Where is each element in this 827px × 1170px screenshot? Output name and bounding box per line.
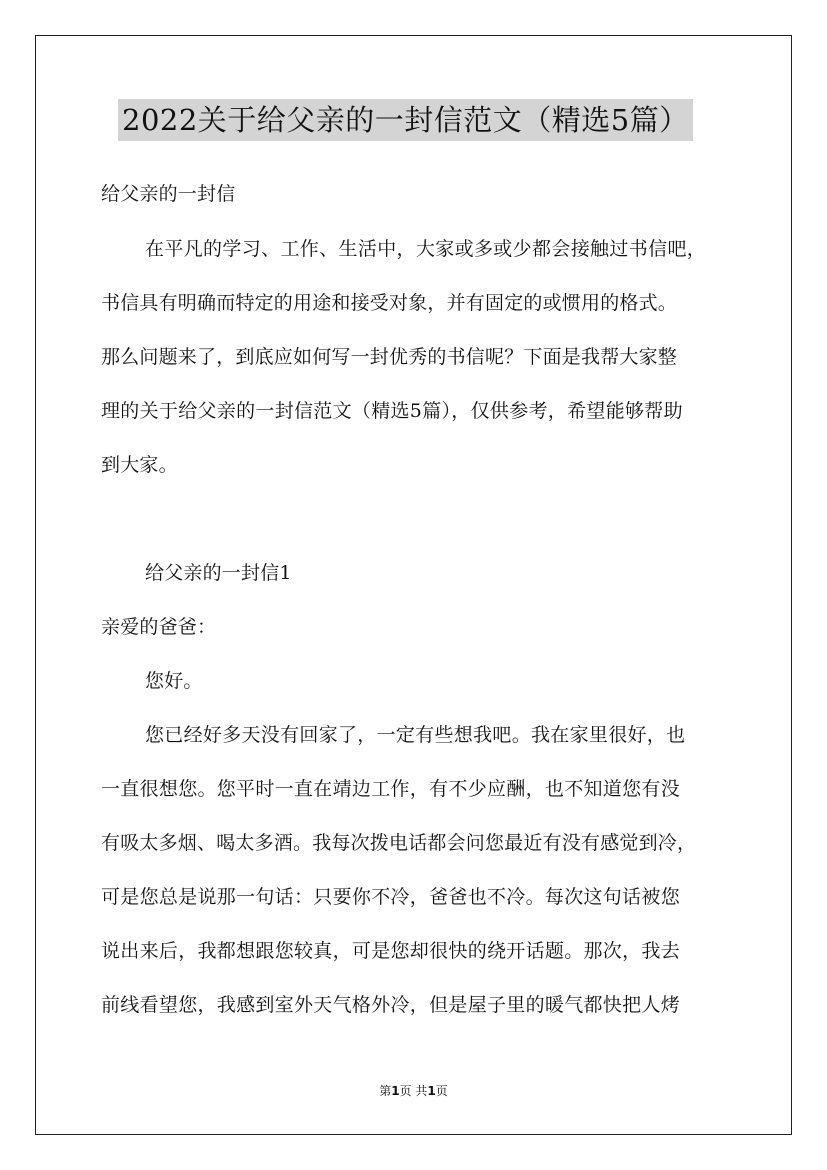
footer-total-pages: 1 bbox=[427, 1084, 436, 1098]
body-line: 有吸太多烟、喝太多酒。我每次拨电话都会问您最近有没有感觉到冷， bbox=[101, 832, 697, 854]
footer-prefix: 第 bbox=[379, 1084, 392, 1098]
intro-line: 在平凡的学习、工作、生活中，大家或多或少都会接触过书信吧， bbox=[145, 238, 707, 260]
document-title: 2022关于给父亲的一封信范文（精选5篇） bbox=[118, 99, 693, 141]
intro-line: 那么问题来了，到底应如何写一封优秀的书信呢？下面是我帮大家整 bbox=[101, 346, 678, 368]
body-line: 说出来后，我都想跟您较真，可是您却很快的绕开话题。那次，我去 bbox=[101, 940, 681, 962]
footer-suffix: 页 bbox=[435, 1084, 448, 1098]
intro-line: 到大家。 bbox=[101, 454, 178, 476]
intro-line: 理的关于给父亲的一封信范文（精选5篇），仅供参考，希望能够帮助 bbox=[101, 400, 683, 422]
body-line: 可是您总是说那一句话：只要你不冷，爸爸也不冷。每次这句话被您 bbox=[101, 886, 681, 908]
footer-middle: 页 共 bbox=[399, 1084, 428, 1098]
letter-salutation: 亲爱的爸爸： bbox=[101, 616, 217, 638]
document-subtitle: 给父亲的一封信 bbox=[101, 183, 236, 205]
body-line: 一直很想您。您平时一直在靖边工作，有不少应酬，也不知道您有没 bbox=[101, 778, 681, 800]
intro-line: 书信具有明确而特定的用途和接受对象，并有固定的或惯用的格式。 bbox=[101, 292, 678, 314]
letter-heading: 给父亲的一封信1 bbox=[145, 562, 292, 584]
footer-current-page: 1 bbox=[391, 1084, 400, 1098]
body-line: 您已经好多天没有回家了，一定有些想我吧。我在家里很好，也 bbox=[145, 724, 686, 746]
page-footer bbox=[0, 1083, 827, 1099]
letter-greeting: 您好。 bbox=[145, 670, 203, 692]
body-line: 前线看望您，我感到室外天气格外冷，但是屋子里的暖气都快把人烤 bbox=[101, 994, 681, 1016]
